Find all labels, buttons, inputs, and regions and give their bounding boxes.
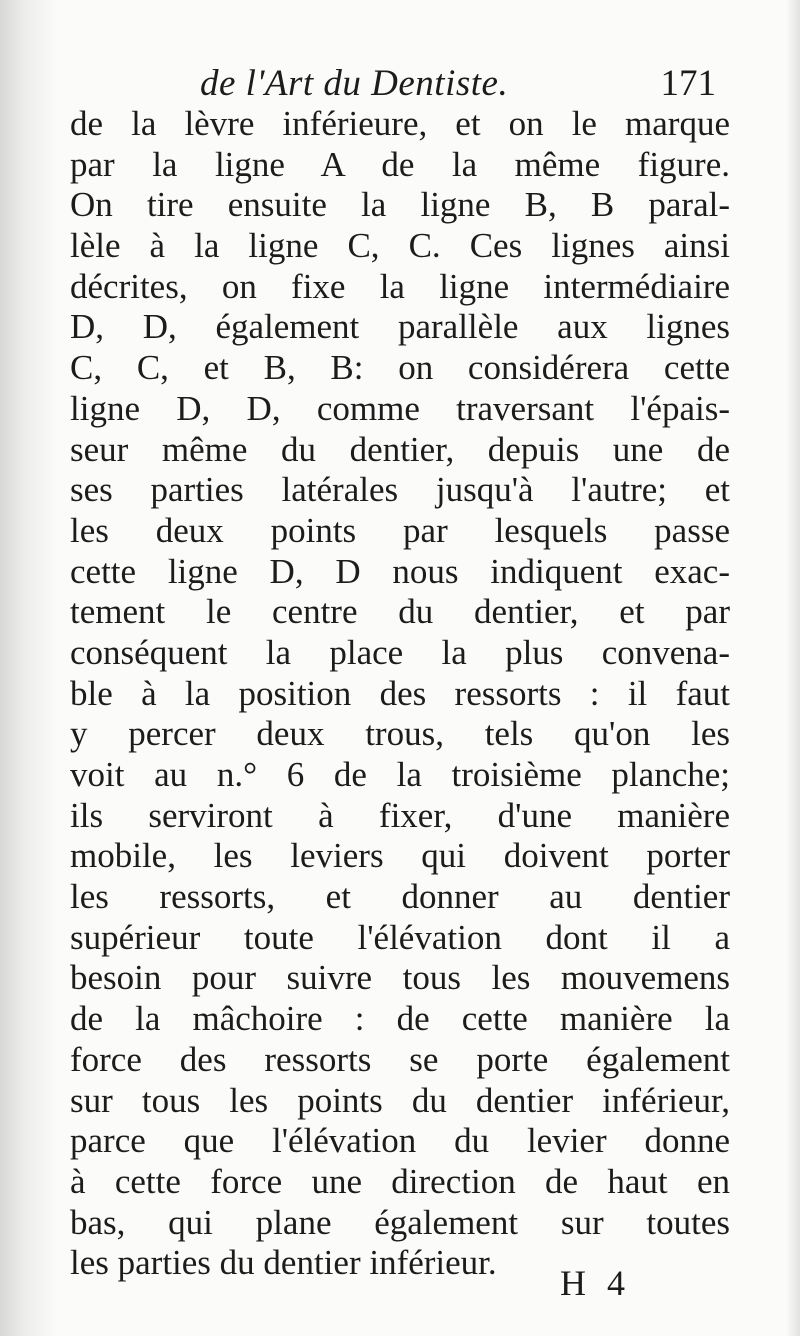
text-line: lèle à la ligne C, C. Ces lignes ainsi: [70, 226, 730, 266]
body-text: [70, 104, 730, 1284]
text-line: ils serviront à fixer, d'une manière: [70, 795, 730, 835]
text-line: besoin pour suivre tous les mouvemens: [70, 958, 730, 998]
text-line: ble à la position des ressorts : il faut: [70, 673, 730, 713]
text-line: ligne D, D, comme traversant l'épais-: [70, 388, 730, 428]
text-line: seur même du dentier, depuis une de: [70, 429, 730, 469]
text-line: On tire ensuite la ligne B, B paral-: [70, 185, 730, 225]
text-line: ses parties latérales jusqu'à l'autre; et: [70, 470, 730, 510]
text-line: les ressorts, et donner au dentier: [70, 877, 730, 917]
text-line: supérieur toute l'élévation dont il a: [70, 917, 730, 957]
text-line: les deux points par lesquels passe: [70, 510, 730, 550]
text-line: conséquent la place la plus convena-: [70, 632, 730, 672]
text-line: tement le centre du dentier, et par: [70, 592, 730, 632]
text-line: décrites, on fixe la ligne intermédiaire: [70, 266, 730, 306]
page-header: [70, 62, 730, 106]
text-line: sur tous les points du dentier inférieur,: [70, 1080, 730, 1120]
text-line: de la mâchoire : de cette manière la: [70, 999, 730, 1039]
text-line: cette ligne D, D nous indiquent exac-: [70, 551, 730, 591]
text-line: les parties du dentier inférieur.: [70, 1243, 497, 1283]
text-line: de la lèvre inférieure, et on le marque: [70, 104, 730, 143]
text-line: par la ligne A de la même figure.: [70, 144, 730, 184]
text-line: mobile, les leviers qui doivent porter: [70, 836, 730, 876]
text-line: y percer deux trous, tels qu'on les: [70, 714, 730, 754]
text-line: parce que l'élévation du levier donne: [70, 1121, 730, 1161]
text-line: force des ressorts se porte également: [70, 1039, 730, 1079]
text-line: C, C, et B, B: on considérera cette: [70, 348, 730, 388]
running-head: de l'Art du Dentiste.: [200, 63, 509, 104]
text-line: bas, qui plane également sur toutes: [70, 1202, 730, 1242]
signature-mark: H 4: [560, 1263, 631, 1303]
page-number: 171: [660, 63, 716, 104]
text-line: D, D, également parallèle aux lignes: [70, 307, 730, 347]
text-line: voit au n.° 6 de la troisième planche;: [70, 755, 730, 794]
text-line: à cette force une direction de haut en: [70, 1161, 730, 1201]
